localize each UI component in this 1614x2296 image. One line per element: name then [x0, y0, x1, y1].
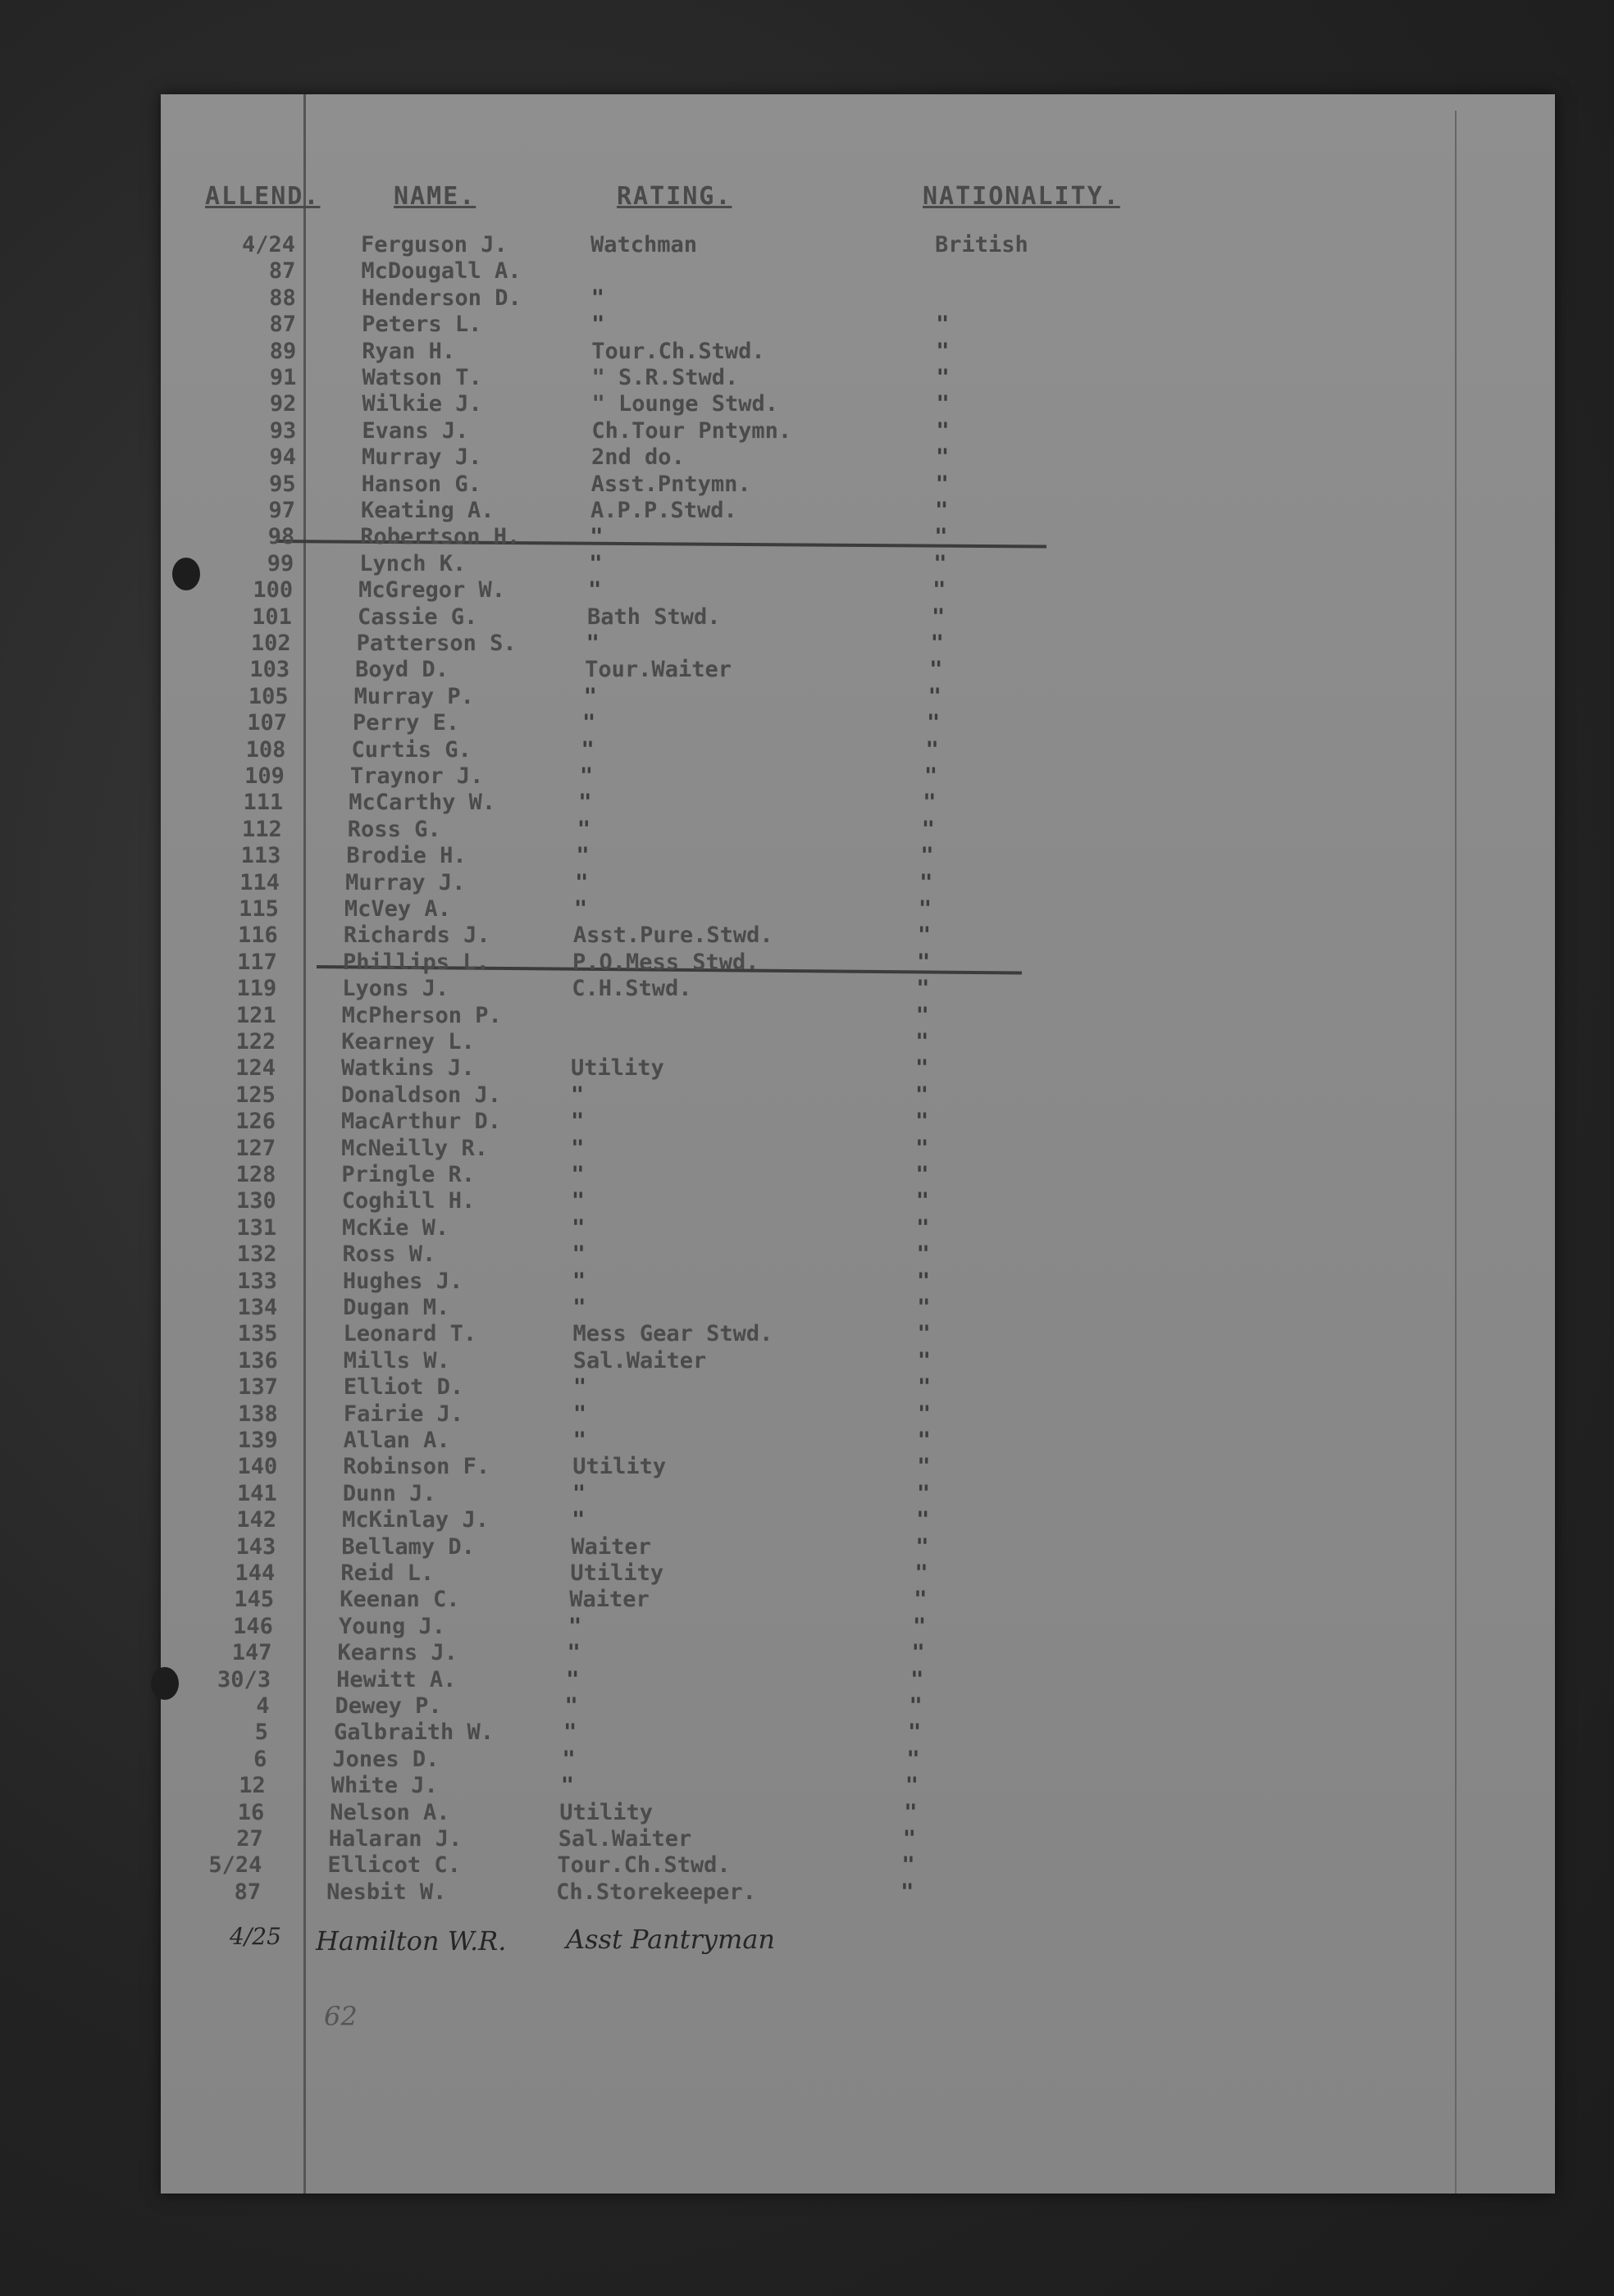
row-nationality: " [915, 1029, 929, 1055]
row-rating: " [579, 763, 594, 789]
row-rating: " [568, 1613, 582, 1639]
row-nationality: " [932, 577, 946, 604]
row-rating: " [581, 736, 595, 763]
row-name: Brodie H. [346, 843, 467, 869]
row-rating: Utility [572, 1454, 667, 1480]
row-date: 134 [237, 1295, 278, 1320]
row-date: 116 [238, 922, 278, 949]
row-date: 115 [239, 896, 279, 922]
row-date: 130 [235, 1188, 276, 1214]
row-name: Ferguson J. [361, 232, 508, 257]
row-nationality: " [915, 1188, 929, 1214]
row-date: 95 [269, 471, 296, 497]
row-date: 122 [235, 1029, 276, 1055]
row-date: 126 [235, 1109, 276, 1135]
row-nationality: " [925, 736, 939, 763]
row-rating: " [572, 1268, 586, 1294]
row-name: Donaldson J. [340, 1082, 501, 1108]
row-date: 147 [231, 1640, 272, 1666]
row-nationality: " [917, 1374, 932, 1401]
row-name: Bellamy D. [341, 1533, 475, 1560]
row-rating: " [563, 1720, 577, 1746]
row-date: 5 [254, 1720, 268, 1746]
row-name: Kearns J. [337, 1640, 458, 1666]
row-date: 6 [253, 1746, 267, 1772]
row-nationality: " [936, 338, 950, 364]
row-rating: " [589, 550, 603, 576]
row-date: 111 [243, 790, 284, 816]
row-date: 4/24 [241, 232, 295, 257]
row-date: 112 [242, 816, 282, 842]
row-name: Dunn J. [342, 1480, 436, 1506]
row-date: 107 [247, 710, 288, 736]
row-rating: " [576, 843, 590, 869]
row-date: 93 [269, 417, 297, 444]
row-name: McKie W. [342, 1214, 449, 1241]
row-name: Boyd D. [355, 657, 449, 683]
row-nationality: " [936, 444, 950, 471]
row-nationality: " [917, 1347, 932, 1374]
row-name: Nelson A. [330, 1799, 450, 1825]
row-rating: " [582, 710, 596, 736]
row-date: 94 [269, 444, 297, 471]
row-nationality: " [915, 1533, 929, 1560]
row-rating: Waiter [569, 1587, 650, 1613]
row-date: 114 [239, 869, 280, 895]
row-date: 4 [256, 1693, 270, 1719]
row-date: 142 [236, 1507, 277, 1533]
row-nationality: " [915, 1002, 929, 1028]
handwritten-name: Hamilton W.R. [316, 1925, 507, 1957]
row-nationality: " [923, 763, 938, 789]
row-nationality: " [916, 1507, 930, 1533]
row-rating: Utility [571, 1055, 664, 1082]
row-nationality: " [914, 1082, 929, 1108]
row-nationality: " [915, 1162, 929, 1187]
row-rating: " [591, 312, 605, 338]
row-nationality: " [917, 1321, 931, 1347]
row-name: Reid L. [340, 1560, 435, 1586]
row-rating: Waiter [571, 1533, 651, 1560]
row-name: Jones D. [332, 1746, 440, 1772]
row-date: 124 [235, 1055, 276, 1082]
row-name: Lynch K. [359, 550, 467, 576]
row-date: 132 [236, 1241, 277, 1268]
row-nationality: " [919, 869, 933, 895]
row-date: 89 [269, 338, 297, 364]
header-nationality: NATIONALITY. [923, 182, 1120, 211]
row-date: 143 [235, 1533, 276, 1560]
row-nationality: " [936, 391, 950, 417]
row-rating: 2nd do. [591, 444, 685, 471]
row-name: Wilkie J. [362, 391, 482, 417]
row-nationality: " [936, 365, 950, 390]
row-rating: " [571, 1188, 585, 1214]
row-nationality: " [911, 1640, 925, 1666]
row-name: Pringle R. [341, 1162, 475, 1187]
handwritten-rating: Asst Pantryman [566, 1924, 776, 1955]
row-rating: Tour.Ch.Stwd. [591, 338, 765, 364]
row-name: McNeilly R. [341, 1135, 488, 1161]
row-name: Watson T. [362, 365, 482, 390]
row-rating: " [572, 1428, 586, 1453]
row-name: Allan A. [343, 1428, 450, 1453]
row-name: Dugan M. [343, 1295, 450, 1320]
row-nationality: " [936, 417, 950, 444]
row-name: Young J. [338, 1613, 445, 1639]
row-nationality: " [920, 843, 934, 869]
row-rating: " [583, 683, 597, 709]
row-rating: Utility [570, 1560, 664, 1586]
row-name: Kearney L. [341, 1029, 475, 1055]
row-date: 139 [237, 1428, 278, 1453]
row-name: Coghill H. [341, 1188, 476, 1214]
row-date: 128 [235, 1162, 276, 1187]
row-nationality: " [916, 1268, 931, 1294]
row-date: 30/3 [217, 1666, 271, 1692]
row-name: McVey A. [344, 896, 451, 922]
row-name: Richards J. [343, 922, 490, 949]
row-date: 109 [244, 763, 285, 789]
row-nationality: " [904, 1799, 918, 1825]
row-nationality: " [928, 683, 942, 709]
row-rating: " [590, 524, 604, 550]
row-rating: " [570, 1082, 585, 1108]
row-date: 113 [240, 843, 281, 869]
row-date: 135 [237, 1321, 278, 1347]
row-rating: " S.R.Stwd. [591, 365, 739, 390]
row-date: 5/24 [208, 1852, 262, 1879]
row-name: Ross G. [347, 816, 441, 842]
row-nationality: " [917, 922, 932, 949]
row-nationality: " [935, 471, 949, 497]
row-nationality: " [916, 1214, 930, 1241]
row-nationality: " [936, 312, 950, 338]
row-name: Lyons J. [342, 976, 449, 1002]
row-name: Hughes J. [342, 1268, 463, 1294]
punch-hole-bottom [151, 1667, 179, 1700]
row-date: 117 [237, 949, 277, 975]
row-name: Murray J. [362, 444, 482, 471]
row-rating: " [588, 577, 602, 604]
row-nationality: " [902, 1826, 917, 1852]
row-rating: A.P.P.Stwd. [590, 498, 737, 523]
header-date: ALLEND. [205, 182, 321, 211]
row-rating: " [572, 1214, 586, 1241]
row-nationality: " [931, 604, 946, 630]
row-name: Phillips L. [342, 949, 490, 975]
row-date: 144 [235, 1560, 276, 1586]
row-date: 145 [234, 1587, 275, 1613]
row-nationality: " [917, 1295, 931, 1320]
row-name: Robertson H. [360, 524, 521, 550]
punch-hole-top [172, 558, 200, 590]
row-rating: " [586, 631, 600, 656]
row-name: Murray J. [345, 869, 466, 895]
row-nationality: " [923, 790, 937, 816]
row-date: 87 [234, 1879, 262, 1905]
row-rating: " [562, 1746, 576, 1772]
row-name: Keenan C. [340, 1587, 460, 1613]
row-rating: " [560, 1773, 575, 1799]
row-rating: " [578, 790, 592, 816]
row-name: Leonard T. [343, 1321, 477, 1347]
row-nationality: " [905, 1773, 919, 1799]
row-nationality: " [909, 1693, 923, 1719]
row-name: Ellicot C. [327, 1852, 461, 1879]
row-name: Ross W. [342, 1241, 436, 1268]
row-name: McKinlay J. [342, 1507, 489, 1533]
row-rating: Sal.Waiter [558, 1826, 692, 1852]
row-name: Halaran J. [328, 1826, 463, 1852]
row-rating: Tour.Ch.Stwd. [557, 1852, 731, 1879]
row-rating: C.H.Stwd. [572, 976, 692, 1002]
row-name: McDougall A. [361, 258, 522, 285]
row-name: Watkins J. [341, 1055, 475, 1082]
row-nationality: " [917, 1428, 931, 1453]
left-margin-line [303, 94, 306, 2194]
row-rating: Tour.Waiter [585, 657, 732, 683]
row-name: Patterson S. [356, 631, 517, 656]
handwritten-note: 62 [324, 2001, 358, 2032]
row-rating: " [572, 1507, 586, 1533]
row-name: Cassie G. [357, 604, 478, 630]
row-rating: " [572, 1241, 586, 1268]
row-name: Traynor J. [349, 763, 484, 789]
row-rating: Asst.Pntymn. [590, 471, 751, 497]
row-name: Curtis G. [351, 736, 472, 763]
row-nationality: " [917, 1401, 932, 1427]
row-name: MacArthur D. [340, 1109, 502, 1135]
row-date: 131 [236, 1214, 277, 1241]
row-nationality: " [906, 1746, 920, 1772]
row-date: 119 [236, 976, 277, 1002]
row-name: Ryan H. [362, 338, 456, 364]
row-name: McCarthy W. [349, 790, 496, 816]
row-rating: Bath Stwd. [586, 604, 721, 630]
row-date: 100 [253, 577, 294, 604]
row-rating: Ch.Tour Pntymn. [591, 417, 792, 444]
row-name: McGregor W. [358, 577, 505, 604]
row-name: Murray P. [353, 683, 474, 709]
row-nationality: " [933, 550, 947, 576]
row-date: 103 [249, 657, 290, 683]
row-rating: " [570, 1109, 585, 1135]
row-nationality: " [917, 1454, 931, 1480]
row-name: White J. [331, 1773, 438, 1799]
row-nationality: " [915, 1055, 929, 1082]
row-date: 138 [238, 1401, 278, 1427]
row-rating: Sal.Waiter [572, 1347, 707, 1374]
row-date: 102 [250, 631, 291, 656]
row-nationality: " [921, 816, 936, 842]
row-rating: " [572, 1401, 587, 1427]
row-date: 137 [238, 1374, 278, 1401]
row-name: Evans J. [362, 417, 469, 444]
row-nationality: " [916, 976, 930, 1002]
row-name: Hanson G. [361, 471, 481, 497]
row-name: McPherson P. [341, 1002, 502, 1028]
row-name: Dewey P. [335, 1693, 442, 1719]
header-rating: RATING. [617, 182, 732, 211]
row-rating: " Lounge Stwd. [591, 391, 779, 417]
row-nationality: " [916, 1241, 930, 1268]
row-date: 97 [268, 498, 295, 523]
row-rating: " [575, 869, 589, 895]
row-rating: " [571, 1162, 585, 1187]
row-rating: " [572, 1480, 586, 1506]
row-rating: Watchman [590, 232, 698, 257]
row-nationality: " [918, 896, 932, 922]
row-name: Hewitt A. [336, 1666, 457, 1692]
row-rating: " [567, 1640, 581, 1666]
row-rating: Utility [559, 1799, 654, 1825]
row-rating: " [572, 1374, 587, 1401]
row-date: 12 [239, 1773, 266, 1799]
row-date: 146 [233, 1613, 273, 1639]
row-nationality: British [935, 232, 1028, 257]
row-name: Peters L. [362, 312, 482, 338]
row-nationality: " [901, 1852, 915, 1879]
row-nationality: " [934, 498, 949, 523]
row-nationality: " [934, 524, 948, 550]
row-name: Fairie J. [343, 1401, 464, 1427]
row-nationality: " [929, 657, 943, 683]
row-date: 98 [267, 524, 295, 550]
row-date: 140 [237, 1454, 278, 1480]
row-nationality: " [930, 631, 944, 656]
row-date: 108 [245, 736, 286, 763]
row-nationality: " [927, 710, 941, 736]
row-rating: " [573, 896, 588, 922]
right-margin-line [1455, 111, 1457, 2194]
row-nationality: " [907, 1720, 922, 1746]
row-date: 141 [237, 1480, 277, 1506]
row-date: 127 [235, 1135, 276, 1161]
row-date: 136 [237, 1347, 278, 1374]
row-nationality: " [910, 1666, 924, 1692]
row-date: 16 [237, 1799, 265, 1825]
row-nationality: " [915, 1135, 929, 1161]
row-name: Robinson F. [343, 1454, 490, 1480]
row-date: 133 [237, 1268, 277, 1294]
row-date: 125 [235, 1082, 276, 1108]
row-name: Mills W. [343, 1347, 450, 1374]
row-name: Nesbit W. [326, 1879, 447, 1905]
row-rating: " [577, 816, 591, 842]
row-rating: Ch.Storekeeper. [556, 1879, 756, 1905]
row-rating: " [571, 1135, 585, 1161]
row-name: Perry E. [353, 710, 460, 736]
row-nationality: " [916, 1480, 931, 1506]
row-date: 101 [252, 604, 292, 630]
row-name: Keating A. [360, 498, 495, 523]
row-nationality: " [914, 1109, 929, 1135]
header-name: NAME. [394, 182, 476, 211]
row-date: 91 [269, 365, 297, 390]
row-date: 99 [267, 550, 294, 576]
row-date: 105 [248, 683, 289, 709]
row-rating: P.O.Mess Stwd. [572, 949, 759, 975]
row-name: Galbraith W. [333, 1720, 495, 1746]
row-date: 27 [236, 1826, 263, 1852]
row-rating: Mess Gear Stwd. [572, 1321, 773, 1347]
row-nationality: " [914, 1587, 928, 1613]
row-date: 92 [269, 391, 297, 417]
row-nationality: " [912, 1613, 927, 1639]
row-nationality: " [914, 1560, 928, 1586]
row-rating: " [564, 1693, 578, 1719]
row-date: 88 [269, 285, 296, 311]
row-rating: " [572, 1295, 586, 1320]
row-nationality: " [900, 1879, 914, 1905]
row-rating: " [590, 285, 605, 311]
row-date: 121 [235, 1002, 276, 1028]
row-rating: Asst.Pure.Stwd. [572, 922, 773, 949]
row-nationality: " [916, 949, 931, 975]
row-date: 87 [268, 258, 296, 285]
row-date: 87 [269, 312, 297, 338]
row-name: Elliot D. [343, 1374, 464, 1401]
handwritten-date: 4/25 [230, 1923, 281, 1950]
row-rating: " [566, 1666, 580, 1692]
row-name: Henderson D. [361, 285, 522, 311]
